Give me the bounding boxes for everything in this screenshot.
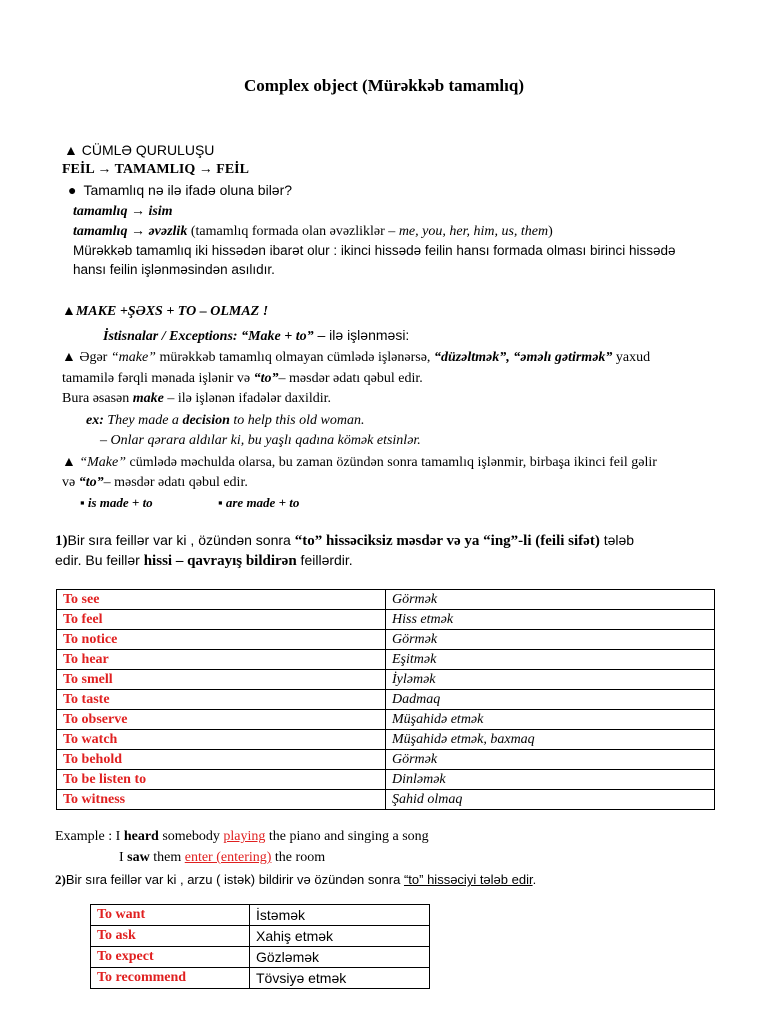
ml1c: mürəkkəb tamamlıq olmayan cümlədə işlənərsə,: [155, 350, 434, 365]
perception-verb-azerbaijani-cell: Hiss etmək: [386, 610, 715, 630]
perception-verb-row: [57, 710, 715, 730]
make-line-3: [62, 391, 331, 407]
s1-2b: hissi – qavrayış bildirən: [143, 553, 297, 569]
passive-is-made: ▪ is made + to: [80, 495, 153, 510]
perception-verb-azerbaijani-cell: İyləmək: [386, 670, 715, 690]
ml2c: – məsdər ədatı qəbul edir.: [278, 371, 423, 386]
desire-verb-azerbaijani-cell: İstəmək: [250, 905, 430, 926]
e1a: Example : I: [55, 829, 124, 844]
desire-verb-english-cell: To want: [91, 905, 250, 926]
make-example-translation: – Onlar qərara aldılar ki, bu yaşlı qadına kömək etsinlər.: [100, 433, 421, 448]
noun-line: tamamlıq → isim: [73, 204, 173, 219]
structure-para-2: hansı feilin işlənməsindən asılıdır.: [73, 262, 275, 277]
make-line-5: [62, 475, 248, 491]
ml2a: tamamilə fərqli mənada işlənir və: [62, 371, 254, 386]
pronoun-list: me, you, her, him, us, them: [398, 224, 549, 239]
perception-verbs-table: [56, 589, 715, 810]
ex-b: They made a: [107, 413, 183, 428]
pronoun-desc: (tamamlıq formada olan əvəzliklər –: [187, 224, 399, 239]
example-line-2: [119, 850, 325, 866]
make-heading: ▲MAKE +ŞƏXS + TO – OLMAZ !: [62, 304, 269, 319]
perception-verb-row: [57, 630, 715, 650]
s1-d: tələb: [599, 532, 635, 548]
ex-c: decision: [182, 413, 230, 428]
ml4c: cümlədə məchulda olarsa, bu zaman özündən sonra tamamlıq işlənmir, birbaşa ikinci feil gəlir: [126, 455, 657, 470]
e2d: enter (entering): [184, 850, 272, 865]
section1-line-1: [55, 532, 634, 550]
perception-verb-azerbaijani-cell: Müşahidə etmək: [386, 710, 715, 730]
desire-verb-english-cell: To ask: [91, 926, 250, 947]
bullet-question: [68, 182, 292, 200]
desire-verb-english-cell: To recommend: [91, 968, 250, 989]
ml2b: “to”: [253, 371, 279, 386]
section2-line: [55, 872, 536, 888]
perception-verb-english-cell: To observe: [57, 710, 386, 730]
s1-2c: feillərdir.: [296, 552, 353, 568]
perception-verb-azerbaijani-cell: Görmək: [386, 750, 715, 770]
e2e: the room: [271, 850, 326, 865]
perception-verb-english-cell: To notice: [57, 630, 386, 650]
ml5c: – məsdər ədatı qəbul edir.: [103, 475, 248, 490]
perception-verb-row: [57, 770, 715, 790]
desire-verb-row: [91, 905, 430, 926]
desire-verb-row: [91, 926, 430, 947]
perception-verb-english-cell: To behold: [57, 750, 386, 770]
s2-d: .: [532, 872, 537, 887]
exceptions-label: İstisnalar / Exceptions: “Make + to”: [103, 329, 314, 344]
s2-num: 2): [55, 872, 66, 887]
perception-verb-english-cell: To taste: [57, 690, 386, 710]
perception-verb-azerbaijani-cell: Dinləmək: [386, 770, 715, 790]
exceptions-tail: – ilə işlənməsi:: [313, 327, 410, 343]
perception-verb-row: [57, 690, 715, 710]
desire-verb-azerbaijani-cell: Tövsiyə etmək: [250, 968, 430, 989]
perception-verb-english-cell: To hear: [57, 650, 386, 670]
e1c: somebody: [158, 829, 224, 844]
exceptions-line: [103, 327, 409, 345]
perception-verb-english-cell: To see: [57, 590, 386, 610]
make-line-4: [62, 455, 657, 471]
structure-para-1: Mürəkkəb tamamlıq iki hissədən ibarət olur : ikinci hissədə feilin hansı formada olması birinci hissədə: [73, 243, 676, 258]
passive-are-made: ▪ are made + to: [218, 495, 300, 510]
e1e: the piano and singing a song: [265, 829, 429, 844]
desire-verb-azerbaijani-cell: Xahiş etmək: [250, 926, 430, 947]
make-line-1: [62, 350, 650, 366]
perception-verb-azerbaijani-cell: Müşahidə etmək, baxmaq: [386, 730, 715, 750]
ml5b: “to”: [78, 475, 104, 490]
perception-verb-row: [57, 730, 715, 750]
ml4b: “Make”: [79, 455, 127, 470]
s1-b: Bir sıra feillər var ki , özündən sonra: [67, 532, 295, 548]
perception-verb-azerbaijani-cell: Görmək: [386, 590, 715, 610]
ml1d: “düzəltmək”, “əməlı gətirmək”: [433, 350, 613, 365]
ex-label: ex:: [86, 413, 108, 428]
pronoun-label: tamamlıq → əvəzlik: [73, 224, 188, 239]
perception-verb-azerbaijani-cell: Şahid olmaq: [386, 790, 715, 810]
ml4a: ▲: [62, 455, 80, 470]
e2c: them: [149, 850, 185, 865]
perception-verb-row: [57, 610, 715, 630]
desire-verb-english-cell: To expect: [91, 947, 250, 968]
page-title: Complex object (Mürəkkəb tamamlıq): [244, 76, 524, 95]
perception-verb-azerbaijani-cell: Görmək: [386, 630, 715, 650]
e2b: saw: [127, 850, 150, 865]
s1-c: “to” hissəciksiz məsdər və ya “ing”-li (feili sifət): [294, 533, 600, 549]
s1-2a: edir. Bu feillər: [55, 552, 144, 568]
ml1a: ▲ Əgər: [62, 350, 111, 365]
perception-verb-english-cell: To feel: [57, 610, 386, 630]
perception-verb-english-cell: To be listen to: [57, 770, 386, 790]
section1-line-2: [55, 552, 353, 570]
desire-verb-azerbaijani-cell: Gözləmək: [250, 947, 430, 968]
perception-verb-row: [57, 790, 715, 810]
example-line-1: [55, 829, 429, 845]
ml1e: yaxud: [612, 350, 651, 365]
perception-verb-azerbaijani-cell: Dadmaq: [386, 690, 715, 710]
ml3b: make: [132, 391, 164, 406]
ml3c: – ilə işlənən ifadələr daxildir.: [163, 391, 332, 406]
s1-num: 1): [55, 533, 68, 549]
perception-verb-row: [57, 590, 715, 610]
ml3a: Bura əsasən: [62, 391, 133, 406]
ml1b: “make”: [110, 350, 156, 365]
desire-verbs-table: [90, 904, 430, 989]
perception-verb-row: [57, 750, 715, 770]
desire-verb-row: [91, 968, 430, 989]
s2-b: Bir sıra feillər var ki , arzu ( istək) bildirir və özündən sonra: [65, 872, 404, 887]
perception-verb-row: [57, 650, 715, 670]
e1d: playing: [223, 829, 266, 844]
make-example: [86, 413, 364, 429]
perception-verb-english-cell: To witness: [57, 790, 386, 810]
s2-c: “to” hissəciyi tələb edir: [403, 872, 533, 887]
bullet-text: Tamamlıq nə ilə ifadə oluna bilər?: [83, 182, 293, 198]
structure-heading: ▲ CÜMLƏ QURULUŞU: [64, 142, 215, 158]
ml5a: və: [62, 475, 79, 490]
ex-d: to help this old woman.: [229, 413, 365, 428]
bullet-dot: ●: [68, 184, 84, 199]
pronoun-close: ): [548, 224, 553, 239]
perception-verb-english-cell: To smell: [57, 670, 386, 690]
e2a: I: [119, 850, 128, 865]
perception-verb-azerbaijani-cell: Eşitmək: [386, 650, 715, 670]
structure-formula: FEİL → TAMAMLIQ → FEİL: [62, 162, 249, 177]
e1b: heard: [123, 829, 159, 844]
desire-verb-row: [91, 947, 430, 968]
perception-verb-row: [57, 670, 715, 690]
make-line-2: [62, 371, 423, 387]
pronoun-line: [73, 224, 553, 240]
perception-verb-english-cell: To watch: [57, 730, 386, 750]
